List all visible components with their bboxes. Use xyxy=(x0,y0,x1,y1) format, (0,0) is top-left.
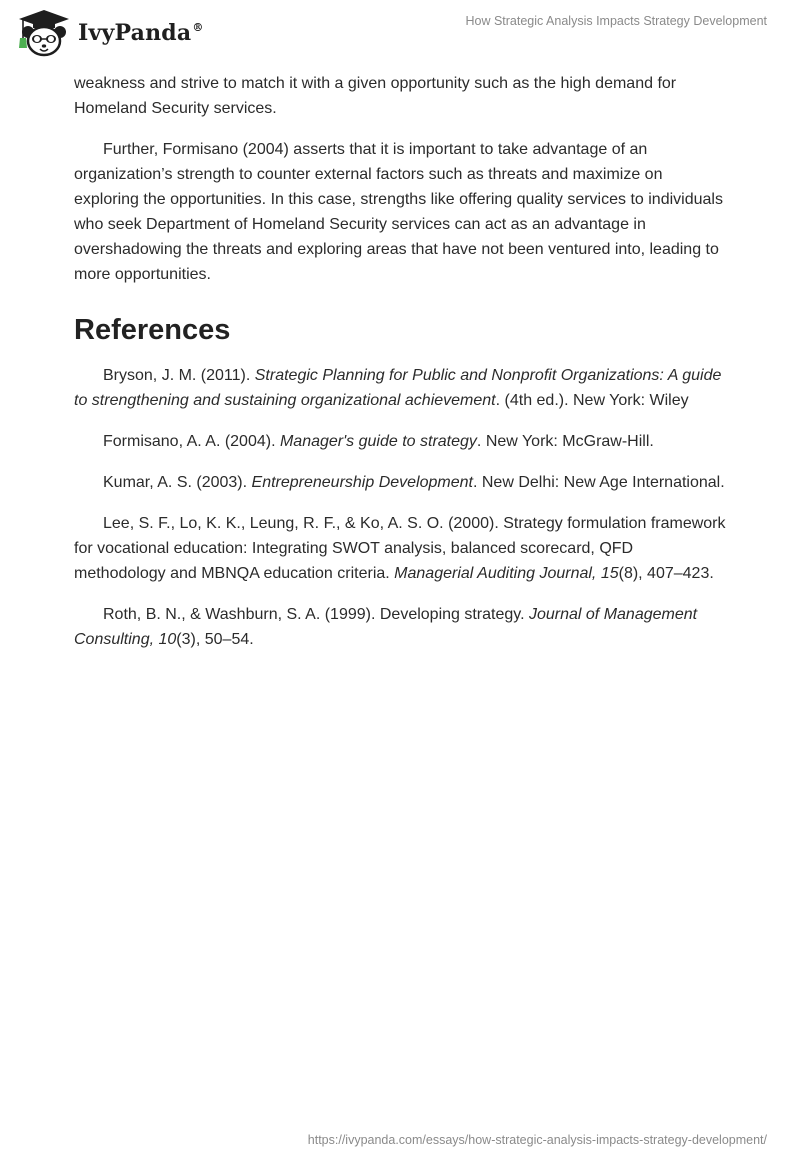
body-paragraph: weakness and strive to match it with a given opportunity such as the high demand for Homeland Security services. xyxy=(74,75,677,117)
reference-item: Lee, S. F., Lo, K. K., Leung, R. F., & Ko, A. S. O. (2000). Strategy formulation framework for vocational education: Integrating SWOT analysis, balanced scorecard, QFD methodology and MBNQA education criteria. Managerial Auditing Journal, 15(8), 407–423. xyxy=(74,515,726,582)
reference-item: Roth, B. N., & Washburn, S. A. (1999). Developing strategy. Journal of Management Consulting, 10(3), 50–54. xyxy=(74,606,698,648)
page-header xyxy=(0,0,800,64)
body-paragraph: Further, Formisano (2004) asserts that it is important to take advantage of an organization’s strength to counter external factors such as threats and maximize on exploring the opportunities. In this case, strengths like offering quality services to individuals who seek Department of Homeland Security services can act as an advantage in overshadowing the threats and exploring areas that have not been ventured into, leading to more opportunities. xyxy=(74,141,723,283)
source-url-link[interactable]: https://ivypanda.com/essays/how-strategic-analysis-impacts-strategy-development/ xyxy=(307,1133,767,1147)
document-title: How Strategic Analysis Impacts Strategy Development xyxy=(465,14,767,28)
ivypanda-logo[interactable] xyxy=(14,8,204,58)
reference-item: Formisano, A. A. (2004). Manager's guide to strategy. New York: McGraw-Hill. xyxy=(103,433,654,450)
brand-name: IvyPanda® xyxy=(78,20,204,46)
references-heading: References xyxy=(74,314,231,346)
reference-item: Bryson, J. M. (2011). Strategic Planning for Public and Nonprofit Organizations: A guide to strengthening and sustaining organizational achievement. (4th ed.). New York: Wiley xyxy=(74,367,722,409)
panda-graduate-icon xyxy=(14,8,74,58)
reference-item: Kumar, A. S. (2003). Entrepreneurship Development. New Delhi: New Age International. xyxy=(103,474,725,491)
essay-content xyxy=(74,71,726,668)
